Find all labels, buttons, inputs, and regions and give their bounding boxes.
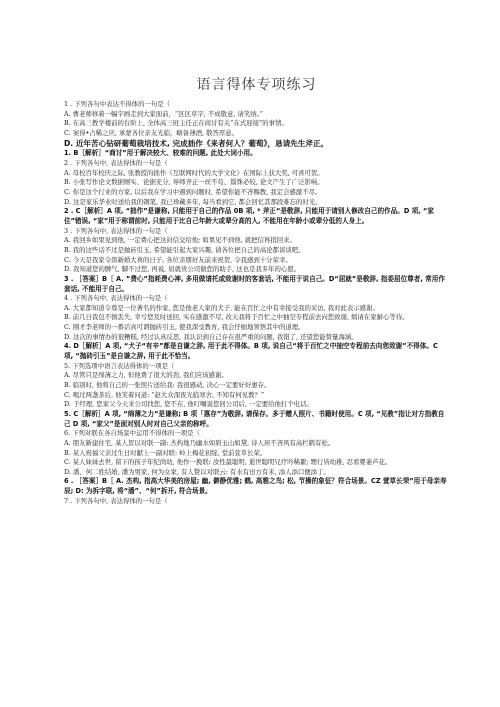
question-line: B. 某人祝福父亲过生日时献上一副对联: 岭上梅花初绽, 堂前萱草长荣。 (64, 448, 267, 457)
question-line: A. 母校百年校庆之际, 张教授的拙作《互联网时代的大学文化》在国际上获大奖, 可喜可贺。 (64, 168, 324, 177)
question-line: D. 这次的事情办的很糟糕, 经过认真反思, 我认识到自己存在很严重的问题, 我错了, 还望您能赞量海涵。 (64, 332, 358, 341)
answer-line: 2 . C［解析］A 项, “拙作”是谦称, 只能用于自己的作品 0B 项, * 斧正“是敬辞, 只能用于请别人修改自己的作品。D 项, “家住”错误, “家”用于称谓前时, 只能用于比自己年龄大或辈分高的人, 不能用在年龄小或辈分低的人身上。 (64, 207, 434, 225)
question-line: C. 你是这个行业的方家, 以后我在学习中遇到问题时, 希望你能不吝赐教, 我定会感激不尽。 (64, 187, 322, 196)
document-body (64, 100, 449, 507)
answer-line: 6 . ［答案］B［ A. 杰构, 指高大华美的房屋; 幽, 僻静优雅; 鹤, 高雅之鸟; 松, 节操的象征？符合场景。CZ 萱草长荣”用于母亲寿辰; D: 为拆字联, 将“潘”、“何”拆开, 符合场景。 (64, 477, 447, 496)
question-line: D. 这是家乐华业时送给我的钢笔, 我已珍藏多年, 每当看到它, 都会回忆其那段难忘的时光。 (64, 197, 322, 206)
question-line: 2 . 下列各句中, 表达得体的一句是（ (64, 159, 168, 168)
answer-line: 4. D［解析］A 项, “犬子“有辛”都是自谦之辞, 用于此不得体。B 项, 说自己“将于百忙之中抽空专程前去向您致谢”不得体。C 项, “抛砖引玉”是自谦之辞, 用于此不恰当。 (64, 342, 438, 361)
answer-line: 1. B［解析］“商讨”用于解决较大、较难的问题, 此处大词小用。 (64, 149, 257, 158)
answer-line: D. 近年苦心钻研葡萄栽培技术, 完成拙作《来者何人？葡萄》，恳请先生斧正。 (64, 139, 329, 149)
answer-line: 3 . ［答案］B［ A. ”费心”指耗费心神, 多用做请托或致谢时的客套话, 不能用于说自己。D“屈就”是敬辞, 指委屈位尊者, 常用作套话, 不能用于自己。 (64, 274, 445, 293)
question-line: B. 临别时, 他将自己的一张照片送给我: 我很感动, 决心一定要好好惠存。 (64, 381, 271, 390)
question-line: 6. 下列对联在各自场景中运用不得体的一项是（ (64, 429, 200, 438)
answer-line: 5. C［解析］A 项, “绵薄之力”是谦称; B 项「惠存”为敬辞, 请保存。多于赠人照片、书籍时使用。C 项, “见教”指让对方指教自己 D 项, “家父”是面对别人时对自己父亲的称呼。 (64, 409, 445, 428)
question-line: A. 我回乡如果见到他, 一定费心把这封信交给他; 如果见不到他, 就把信再捎回来。 (64, 236, 296, 245)
question-line: C. 今天是我家令郎新婚大喜的日子, 各位亲朋好友前来祝贺, 令我感到十分荣幸。 (64, 255, 292, 264)
question-line: C. 喝过两盏茶后, 他笑着问道: “赵大众深夜光临寒舍, 不知有何见教？” (64, 390, 265, 399)
page-title: 语言得体专项练习 (196, 77, 317, 93)
question-line: 7 . 下列各句中, 表达得体的一句是（ (64, 496, 168, 505)
question-line: A. 朋友新建住宅, 某人贺以对联一副: 杰构地乃幽水如碧玉山如黛, 诗人居不吝风有高栏鹤有松。 (64, 439, 335, 448)
question-line: B. 前几日我包不慎丢失, 幸亏您及时送回, 实在感激不尽, 改天我将于百忙之中抽空专程前去向您致谢, 烦请在家耐心等待。 (64, 313, 409, 322)
question-line: B. 我的这些话不过是抛砖引玉, 希望能引起大家兴趣, 请各位把自己的高论都谈谈吧。 (64, 245, 305, 254)
question-line: C. 案得•占稀之庆, 承蒙各位亲友光临，略备薄酒, 敬答厚意。 (64, 128, 238, 137)
question-line: D. 潘、何二姓结婚, 潘为男家, 何为女家, 有人赞以对联云: 有水有田方有米, 添人添口便添丁。 (64, 467, 330, 476)
question-line: C. 刚才李老师的一番话真可谓抛砖引玉, 使我深受教育, 我会仔细地领悟其中的道理。 (64, 323, 305, 332)
question-line: 4 . 下列各句中, 表达得体的一句是（ (64, 294, 168, 303)
question-line: D. 我知道您的脾气, 脚不过您, 再说, 屈就贵公司做您的助手, 这也是我多年的心愿。 (64, 265, 301, 274)
question-line: A. 大家都知道令尊是一位著名的作家, 您是他老人家的犬子, 能在百忙之中有幸接受我的采访, 我对此表示感谢。 (64, 303, 379, 312)
question-line: 1 . 下列各句中表达不得体的一句是（ (64, 100, 171, 108)
question-line: C. 某人妹妹去世, 留下的孩子年纪尚幼, 他作一挽联: 汝性最聪明, 逝世聪明兄疗吟稀絮; 甥行皆幼稚, 忍看婴萎芦花。 (64, 458, 392, 467)
question-line: B. 小张写作论文数据厕实、论据充分, 导师齐正一丝不苟、锱铢必较, 论文产生了广泛影响。 (64, 178, 324, 187)
question-line: A. 曹老师移着一幅字画走到大家面前，“区区草字, 不成敬意, 请笑纳。” (64, 109, 264, 118)
question-line: A. 尽管只是绵薄之力, 但他费了很大的劲, 我们应该感谢。 (64, 371, 228, 380)
question-line: D. 于经理, 您家父今天来公司找您, 您不在, 他叮嘱说您回公司后, 一定要给他打个电话。 (64, 400, 313, 409)
question-line: 3 . 下列各句中, 表达得体的一句是（ (64, 226, 168, 235)
question-line: B. 在高三教学楼前的台阶上, 全体高三班主任正在商讨有关“在式迎接”的事情。 (64, 119, 288, 128)
question-line: 5. 下列选项中语言表达得体的一项是（ (64, 361, 175, 370)
document-page (64, 74, 449, 507)
